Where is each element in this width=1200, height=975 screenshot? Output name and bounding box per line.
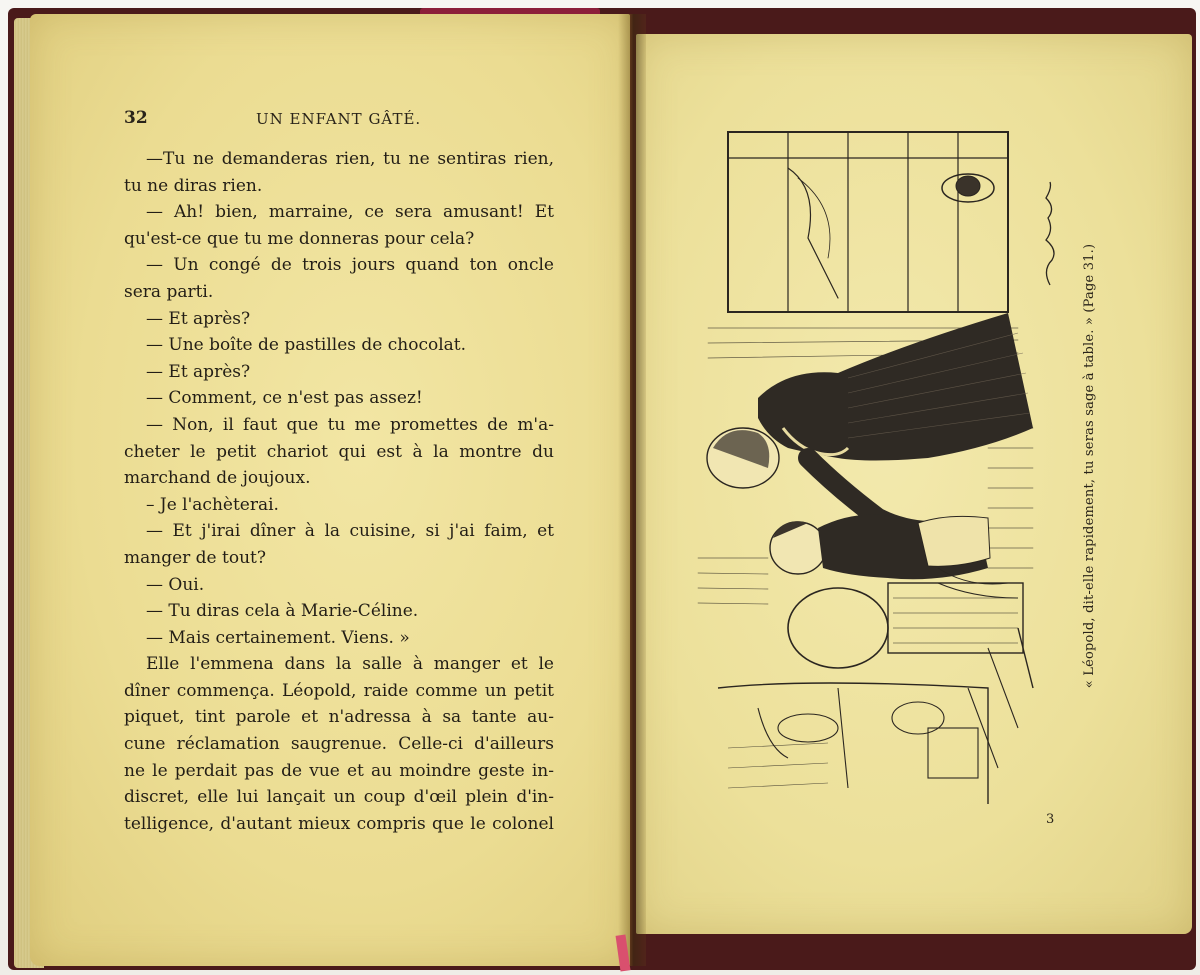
text-line: telligence, d'autant mieux compris que le colonel (124, 813, 554, 834)
page-header (124, 108, 554, 134)
illustration-caption: « Léopold, dit-elle rapidement, tu seras sage à table. » (Page 31.) (1082, 243, 1097, 689)
chair-drawing (788, 583, 1033, 688)
text-line: — Oui. (146, 574, 205, 595)
text-line: manger de tout? (124, 547, 266, 568)
text-line: marchand de joujoux. (124, 468, 311, 489)
plate-number: 3 (1046, 812, 1055, 827)
text-line: — Et après? (146, 361, 251, 382)
text-line: — Une boîte de pastilles de chocolat. (146, 335, 467, 356)
body-text (124, 146, 554, 837)
text-line: — Mais certainement. Viens. » (146, 627, 410, 648)
text-line: — Et après? (146, 308, 251, 329)
text-line: — Tu diras cela à Marie-Céline. (146, 601, 419, 622)
text-line: — Comment, ce n'est pas assez! (146, 388, 423, 409)
table-drawing (718, 648, 1018, 804)
text-line: ne le perdait pas de vue et au moindre geste in- (124, 760, 554, 781)
text-line: tu ne diras rien. (124, 175, 263, 196)
text-line: sera parti. (124, 281, 214, 302)
engraving-illustration (688, 128, 1036, 804)
text-line: —Tu ne demanderas rien, tu ne sentiras rien, (146, 149, 554, 169)
text-line: cheter le petit chariot qui est à la montre du (124, 441, 554, 462)
text-line: cune réclamation saugrenue. Celle-ci d'ailleurs (124, 734, 554, 755)
text-line: Elle l'emmena dans la salle à manger et le (146, 654, 554, 675)
text-line: — Ah! bien, marraine, ce sera amusant! Et (146, 202, 554, 223)
woman-figure (707, 313, 1033, 531)
text-line: — Non, il faut que tu me promettes de m'a- (146, 414, 554, 435)
text-line: — Et j'irai dîner à la cuisine, si j'ai faim, et (146, 521, 554, 542)
text-line: discret, elle lui lançait un coup d'œil plein d'in- (124, 787, 554, 808)
boy-figure (770, 515, 1018, 598)
running-head: UN ENFANT GÂTÉ. (256, 110, 422, 128)
artist-signature (1040, 180, 1060, 290)
text-line: — Un congé de trois jours quand ton oncle (146, 255, 554, 276)
text-line: – Je l'achèterai. (146, 494, 279, 515)
text-line: dîner commença. Léopold, raide comme un petit (124, 680, 554, 701)
book-gutter (618, 14, 646, 966)
text-line: piquet, tint parole et n'adressa à sa tante au- (124, 707, 554, 728)
page-number: 32 (124, 108, 148, 128)
window-frame (728, 132, 1008, 312)
text-line: qu'est-ce que tu me donneras pour cela? (124, 228, 475, 249)
